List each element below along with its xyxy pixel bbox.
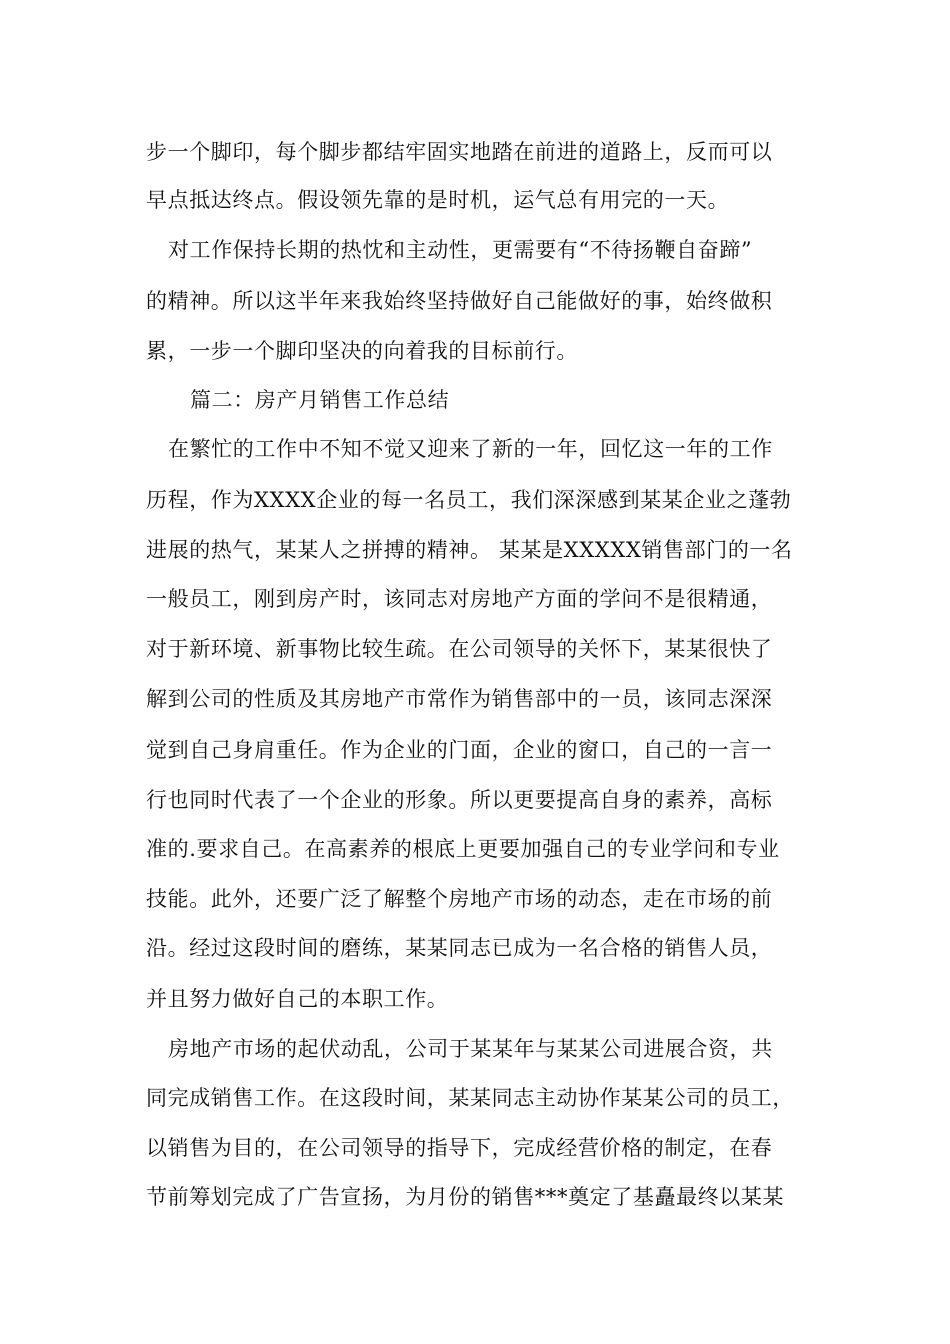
paragraph-line: 对于新环境、新事物比较生疏。在公司领导的关怀下，某某很快了 bbox=[146, 637, 773, 661]
section-heading: 篇二：房产月销售工作总结 bbox=[190, 388, 450, 412]
paragraph-line: 准的.要求自己。在高素养的根底上更要加强自己的专业学问和专业 bbox=[146, 837, 780, 861]
paragraph-line: 技能。此外，还要广泛了解整个房地产市场的动态，走在市场的前 bbox=[146, 887, 773, 911]
paragraph-line: 的精神。所以这半年来我始终坚持做好自己能做好的事，始终做积 bbox=[146, 289, 773, 313]
paragraph-line: 房地产市场的起伏动乱，公司于某某年与某某公司进展合资，共 bbox=[168, 1037, 773, 1061]
paragraph-line: 沿。经过这段时间的磨练，某某同志已成为一名合格的销售人员， bbox=[146, 936, 773, 960]
paragraph-line: 累，一步一个脚印坚决的向着我的目标前行。 bbox=[146, 339, 578, 363]
paragraph-line: 步一个脚印，每个脚步都结牢固实地踏在前进的道路上，反而可以 bbox=[146, 140, 773, 164]
paragraph-line: 在繁忙的工作中不知不觉又迎来了新的一年，回忆这一年的工作 bbox=[168, 437, 773, 461]
paragraph-line: 行也同时代表了一个企业的形象。所以更要提高自身的素养，高标 bbox=[146, 788, 773, 812]
paragraph-line: 觉到自己身肩重任。作为企业的门面，企业的窗口，自己的一言一 bbox=[146, 738, 773, 762]
paragraph-line: 以销售为目的，在公司领导的指导下，完成经营价格的制定，在春 bbox=[146, 1136, 773, 1160]
paragraph-line: 节前筹划完成了广告宣扬，为月份的销售***奠定了基矗最终以某某 bbox=[146, 1185, 785, 1209]
paragraph-line: 同完成销售工作。在这段时间，某某同志主动协作某某公司的员工， bbox=[146, 1086, 794, 1110]
paragraph-line: 进展的热气，某某人之拼搏的精神。 某某是XXXXX销售部门的一名 bbox=[146, 538, 793, 562]
paragraph-line: 一般员工，刚到房产时，该同志对房地产方面的学问不是很精通， bbox=[146, 587, 773, 611]
paragraph-line: 早点抵达终点。假设领先靠的是时机，运气总有用完的一天。 bbox=[146, 188, 730, 212]
paragraph-line: 对工作保持长期的热忱和主动性，更需要有“不待扬鞭自奋蹄” bbox=[168, 238, 753, 262]
paragraph-line: 历程，作为XXXX企业的每一名员工，我们深深感到某某企业之蓬勃 bbox=[146, 488, 792, 512]
paragraph-line: 解到公司的性质及其房地产市常作为销售部中的一员，该同志深深 bbox=[146, 687, 773, 711]
paragraph-line: 并且努力做好自己的本职工作。 bbox=[146, 987, 449, 1011]
